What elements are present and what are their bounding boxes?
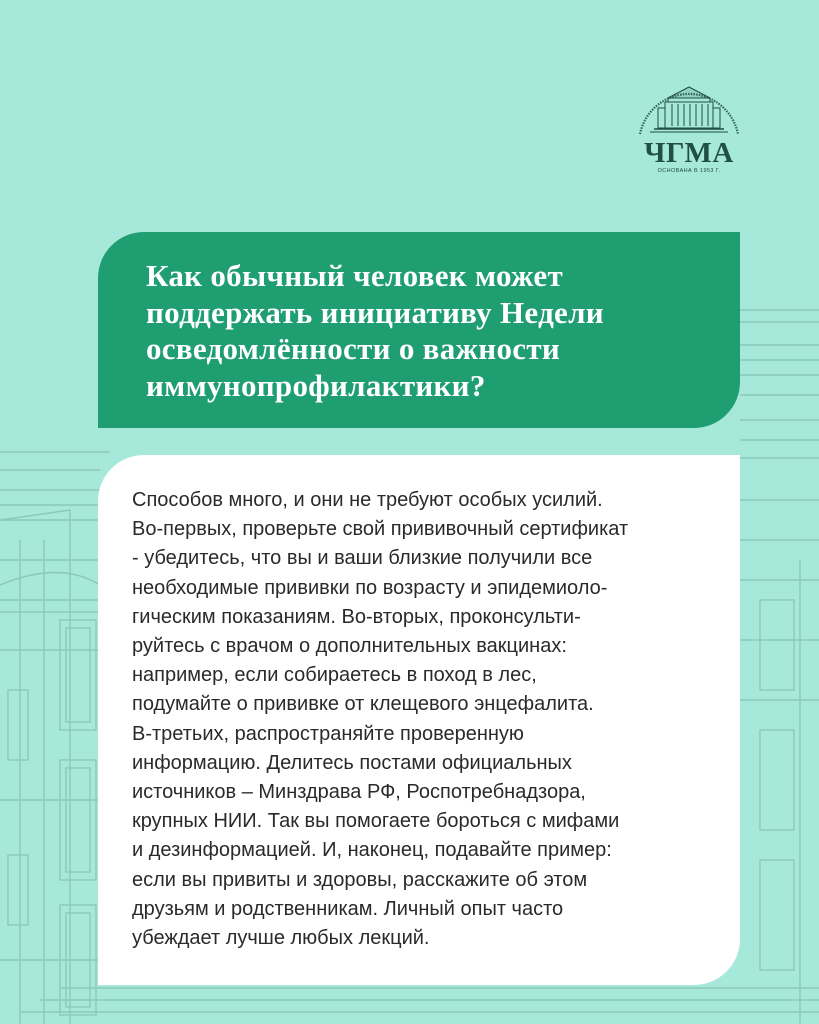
answer-card bbox=[98, 455, 740, 985]
answer-line: Во-первых, проверьте свой прививочный сертификат bbox=[132, 518, 629, 541]
academy-building-icon bbox=[628, 72, 750, 142]
answer-line: например, если собираетесь в поход в лес, bbox=[132, 664, 537, 687]
answer-line: - убедитесь, что вы и ваши близкие получили все bbox=[132, 547, 593, 570]
academy-logo bbox=[628, 72, 750, 182]
answer-text bbox=[132, 486, 738, 953]
answer-line: информацию. Делитесь постами официальных bbox=[132, 751, 572, 774]
logo-name: ЧГМА bbox=[644, 137, 734, 169]
answer-line: и дезинформацией. И, наконец, подавайте пример: bbox=[132, 839, 612, 862]
answer-line: если вы привиты и здоровы, расскажите об этом bbox=[132, 868, 588, 891]
answer-line: гическим показаниям. Во-вторых, проконсульти- bbox=[132, 605, 581, 628]
question-title: Как обычный человек может поддержать инициативу Недели осведомлённости о важности иммунопрофилактики? bbox=[146, 258, 604, 403]
logo-tagline: ОСНОВАНА В 1953 Г. bbox=[657, 168, 721, 174]
question-card bbox=[98, 232, 740, 428]
answer-line: Способов много, и они не требуют особых усилий. bbox=[132, 489, 603, 511]
answer-line: источников – Минздрава РФ, Роспотребнадзора, bbox=[132, 781, 586, 804]
answer-line: руйтесь с врачом о дополнительных вакцинах: bbox=[132, 635, 567, 658]
answer-line: убеждает лучше любых лекций. bbox=[132, 927, 430, 950]
answer-line: В-третьих, распространяйте проверенную bbox=[132, 722, 524, 745]
answer-line: подумайте о прививке от клещевого энцефалита. bbox=[132, 693, 594, 716]
answer-line: крупных НИИ. Так вы помогаете бороться с мифами bbox=[132, 810, 620, 833]
answer-line: необходимые прививки по возрасту и эпидемиоло- bbox=[132, 576, 608, 599]
answer-line: друзьям и родственникам. Личный опыт часто bbox=[132, 897, 564, 920]
